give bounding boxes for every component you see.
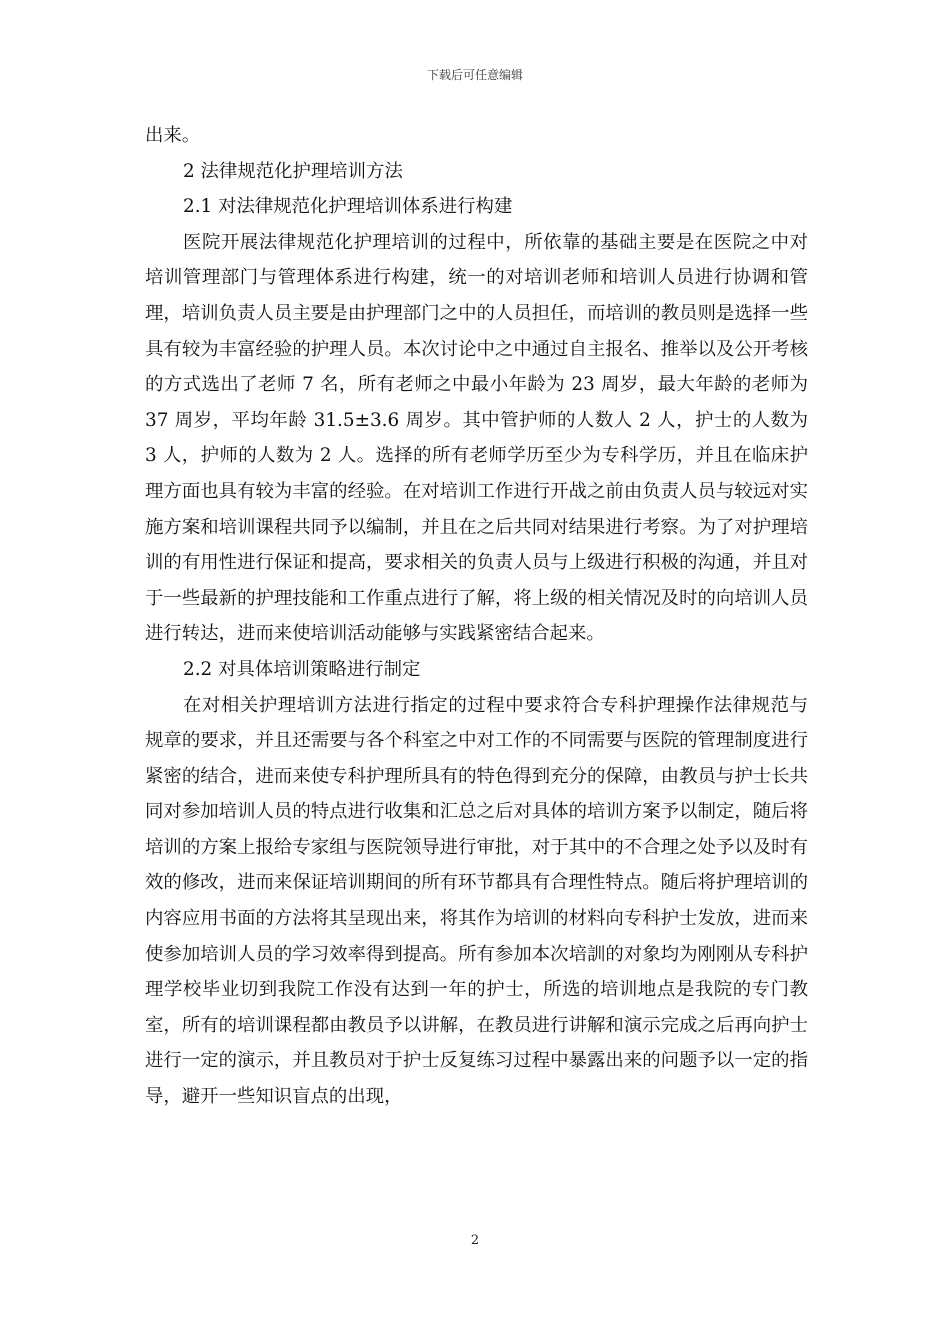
document-body — [145, 118, 808, 1115]
subsection-heading-2-2: 2.2 对具体培训策略进行制定 — [183, 658, 421, 680]
paragraph-continuation: 出来。 — [145, 125, 201, 146]
paragraph-training-strategy: 在对相关护理培训方法进行指定的过程中要求符合专科护理操作法律规范与规章的要求，并且还需要与各个科室之中对工作的不同需要与医院的管理制度进行紧密的结合，进而来使专科护理所具有的特色得到充分的保障，由教员与护士长共同对参加培训人员的特点进行收集和汇总之后对具体的培训方案予以制定，随后将培训的方案上报给专家组与医院领导进行审批，对于其中的不合理之处予以及时有效的修改，进而来保证培训期间的所有环节都具有合理性特点。随后将护理培训的内容应用书面的方法将其呈现出来，将其作为培训的材料向专科护士发放，进而来使参加培训人员的学习效率得到提高。所有参加本次培訓的对象均为刚刚从专科护理学校毕业切到我院工作没有达到一年的护士，所选的培训地点是我院的专门教室，所有的培训课程都由教员予以讲解，在教员进行讲解和演示完成之后再向护士进行一定的演示，并且教员对于护士反复练习过程中暴露出来的问题予以一定的指导，避开一些知识盲点的出现， — [145, 694, 808, 1108]
page-header-note: 下载后可任意编辑 — [426, 68, 523, 82]
paragraph-training-system: 医院开展法律规范化护理培训的过程中，所依靠的基础主要是在医院之中对培训管理部门与管理体系进行构建，统一的对培训老师和培训人员进行协调和管理，培训负责人员主要是由护理部门之中的人员担任，而培训的教员则是选择一些具有较为丰富经验的护理人员。本次讨论中之中通过自主报名、推举以及公开考核的方式选出了老师 7 名，所有老师之中最小年龄为 23 周岁，最大年龄的老师为 37 周岁，平均年龄 31.5±3.6 周岁。其中管护师的人数人 2 人，护士的人数为 3 人，护师的人数为 2 人。选择的所有老师学历至少为专科学历，并且在临床护理方面也具有较为丰富的经验。在对培训工作进行开战之前由负责人员与较远对实施方案和培训课程共同予以编制，并且在之后共同对结果进行考察。为了对护理培训的有用性进行保证和提高，要求相关的负责人员与上级进行积极的沟通，并且对于一些最新的护理技能和工作重点进行了解，将上级的相关情况及时的向培训人员进行转达，进而来使培训活动能够与实践紧密结合起来。 — [145, 231, 808, 645]
page-number: 2 — [470, 1233, 480, 1248]
section-heading-2: 2 法律规范化护理培训方法 — [183, 160, 403, 182]
subsection-heading-2-1: 2.1 对法律规范化护理培训体系进行构建 — [183, 196, 513, 218]
